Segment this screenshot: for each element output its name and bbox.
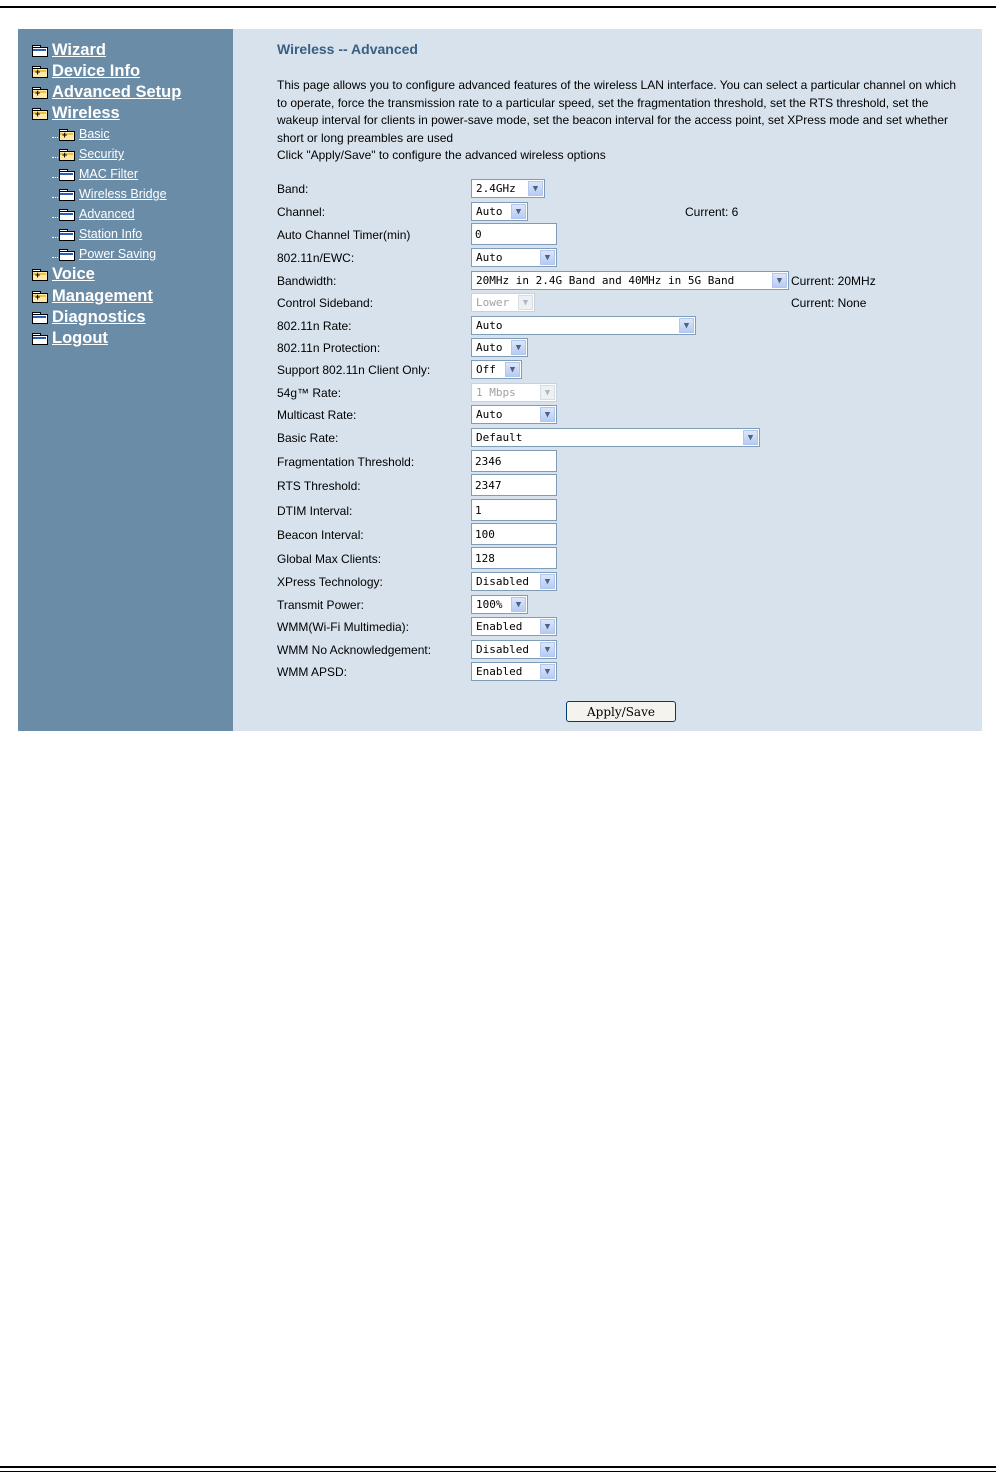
chevron-down-icon: ▼	[505, 362, 520, 377]
sidebar-item-mac-filter[interactable]	[52, 167, 138, 181]
sidebar-item-label[interactable]: Wireless Bridge	[79, 187, 167, 201]
frag-threshold-label: Fragmentation Threshold:	[277, 455, 415, 469]
ewc-select[interactable]: Auto ▼	[471, 248, 557, 267]
wmm-noack-label: WMM No Acknowledgement:	[277, 643, 432, 657]
max-clients-input[interactable]: 128	[471, 547, 557, 569]
dtim-label: DTIM Interval:	[277, 504, 353, 518]
folder-icon	[59, 189, 75, 201]
channel-select[interactable]: Auto ▼	[471, 202, 528, 221]
folder-open-icon: +	[32, 87, 48, 99]
sidebar-item-voice[interactable]	[32, 265, 95, 284]
xpress-label: XPress Technology:	[277, 575, 383, 589]
tx-power-label: Transmit Power:	[277, 598, 364, 612]
n-client-only-label: Support 802.11n Client Only:	[277, 363, 431, 377]
chevron-down-icon: ▼	[518, 295, 533, 310]
auto-channel-timer-input[interactable]: 0	[471, 223, 557, 245]
sidebar-item-label[interactable]: Security	[79, 147, 125, 161]
wmm-label: WMM(Wi-Fi Multimedia):	[277, 620, 409, 634]
sidebar-item-management[interactable]	[32, 287, 153, 306]
g-rate-select: 1 Mbps ▼	[471, 383, 557, 402]
chevron-down-icon: ▼	[540, 619, 555, 634]
sidebar-item-label[interactable]: Logout	[52, 329, 108, 347]
folder-icon	[59, 249, 75, 261]
apply-save-button[interactable]: Apply/Save	[566, 701, 676, 722]
ewc-label: 802.11n/EWC:	[277, 251, 355, 265]
sidebar-item-label[interactable]: Power Saving	[79, 247, 157, 261]
max-clients-label: Global Max Clients:	[277, 552, 382, 566]
auto-channel-timer-label: Auto Channel Timer(min)	[277, 228, 411, 242]
sidebar-item-diagnostics[interactable]	[32, 308, 146, 327]
folder-open-icon: +	[32, 291, 48, 303]
sidebar-item-device-info[interactable]	[32, 62, 140, 81]
chevron-down-icon: ▼	[540, 574, 555, 589]
description-text: This page allows you to configure advanced features of the wireless LAN interface. You can select a particular channel on which to operate, force the transmission rate to a particular speed, set the fragmentation threshold, set the RTS threshold, set the wakeup interval for clients in power-save mode, set the beacon interval for the access point, set XPress mode and set whether short or long preambles are used	[277, 78, 957, 145]
folder-open-icon: +	[32, 269, 48, 281]
sidebar-item-security[interactable]	[52, 147, 124, 161]
sidebar-item-label[interactable]: MAC Filter	[79, 167, 139, 181]
basic-rate-label: Basic Rate:	[277, 431, 339, 445]
header-rule	[0, 6, 996, 8]
sidebar-item-power-saving[interactable]	[52, 247, 156, 261]
instruction-text: Click "Apply/Save" to configure the advanced wireless options	[277, 148, 606, 162]
page-title: Wireless -- Advanced	[277, 41, 418, 57]
bandwidth-select[interactable]: 20MHz in 2.4G Band and 40MHz in 5G Band ▼	[471, 271, 789, 290]
sidebar-item-label[interactable]: Wireless	[52, 104, 120, 122]
folder-open-icon: +	[32, 66, 48, 78]
control-sideband-label: Control Sideband:	[277, 296, 374, 310]
chevron-down-icon: ▼	[511, 597, 526, 612]
main-content	[233, 29, 982, 731]
folder-icon	[59, 169, 75, 181]
xpress-select[interactable]: Disabled ▼	[471, 572, 557, 591]
edge-mark	[988, 525, 996, 526]
sidebar-item-advanced[interactable]	[52, 207, 135, 221]
folder-icon	[59, 229, 75, 241]
folder-open-icon: +	[59, 149, 75, 161]
page-description	[277, 77, 967, 165]
multicast-rate-label: Multicast Rate:	[277, 408, 357, 422]
control-sideband-select: Lower ▼	[471, 293, 535, 312]
folder-icon	[32, 333, 48, 345]
chevron-down-icon: ▼	[528, 181, 543, 196]
footer-rule-thin	[0, 1471, 996, 1472]
sidebar-item-wireless-bridge[interactable]	[52, 187, 167, 201]
wmm-noack-select[interactable]: Disabled ▼	[471, 640, 557, 659]
sidebar-item-station-info[interactable]	[52, 227, 142, 241]
frag-threshold-input[interactable]: 2346	[471, 450, 557, 472]
beacon-input[interactable]: 100	[471, 523, 557, 545]
wmm-apsd-select[interactable]: Enabled ▼	[471, 662, 557, 681]
dtim-input[interactable]: 1	[471, 499, 557, 521]
g-rate-label: 54g™ Rate:	[277, 386, 342, 400]
chevron-down-icon: ▼	[540, 664, 555, 679]
chevron-down-icon: ▼	[743, 430, 758, 445]
chevron-down-icon: ▼	[540, 385, 555, 400]
tx-power-select[interactable]: 100% ▼	[471, 595, 528, 614]
sidebar-item-label[interactable]: Device Info	[52, 62, 141, 80]
folder-icon	[59, 209, 75, 221]
sidebar-item-label[interactable]: Advanced Setup	[52, 83, 182, 101]
sidebar-item-label[interactable]: Diagnostics	[52, 308, 146, 326]
sidebar-item-label[interactable]: Advanced	[79, 207, 135, 221]
n-rate-label: 802.11n Rate:	[277, 319, 352, 333]
chevron-down-icon: ▼	[540, 407, 555, 422]
router-admin-window	[18, 29, 982, 731]
chevron-down-icon: ▼	[540, 250, 555, 265]
basic-rate-select[interactable]: Default ▼	[471, 428, 760, 447]
rts-threshold-label: RTS Threshold:	[277, 479, 361, 493]
bandwidth-current: Current: 20MHz	[791, 274, 876, 288]
sidebar-item-label[interactable]: Voice	[52, 265, 95, 283]
footer-rule	[0, 1466, 996, 1468]
folder-icon	[32, 45, 48, 57]
band-label: Band:	[277, 182, 309, 196]
sidebar-item-basic[interactable]	[52, 127, 110, 141]
wmm-select[interactable]: Enabled ▼	[471, 617, 557, 636]
chevron-down-icon: ▼	[511, 340, 526, 355]
n-protection-select[interactable]: Auto ▼	[471, 338, 528, 357]
bandwidth-label: Bandwidth:	[277, 274, 337, 288]
n-protection-label: 802.11n Protection:	[277, 341, 381, 355]
sidebar-item-label[interactable]: Basic	[79, 127, 110, 141]
n-client-only-select[interactable]: Off ▼	[471, 360, 522, 379]
beacon-label: Beacon Interval:	[277, 528, 364, 542]
control-sideband-current: Current: None	[791, 296, 867, 310]
channel-label: Channel:	[277, 205, 326, 219]
rts-threshold-input[interactable]: 2347	[471, 474, 557, 496]
channel-current: Current: 6	[685, 205, 739, 219]
sidebar	[18, 29, 233, 731]
sidebar-item-label[interactable]: Station Info	[79, 227, 143, 241]
sidebar-item-advanced-setup[interactable]	[32, 83, 181, 102]
chevron-down-icon: ▼	[772, 273, 787, 288]
n-rate-select[interactable]: Auto ▼	[471, 316, 696, 335]
sidebar-item-wizard[interactable]	[32, 41, 106, 60]
chevron-down-icon: ▼	[540, 642, 555, 657]
wmm-apsd-label: WMM APSD:	[277, 665, 348, 679]
folder-icon	[32, 312, 48, 324]
sidebar-item-label[interactable]: Management	[52, 287, 153, 305]
chevron-down-icon: ▼	[679, 318, 694, 333]
sidebar-item-label[interactable]: Wizard	[52, 41, 106, 59]
sidebar-item-wireless[interactable]	[32, 104, 120, 123]
multicast-rate-select[interactable]: Auto ▼	[471, 405, 557, 424]
folder-open-icon: +	[32, 108, 48, 120]
chevron-down-icon: ▼	[511, 204, 526, 219]
band-select[interactable]: 2.4GHz ▼	[471, 179, 545, 198]
folder-open-icon: +	[59, 129, 75, 141]
sidebar-item-logout[interactable]	[32, 329, 108, 348]
